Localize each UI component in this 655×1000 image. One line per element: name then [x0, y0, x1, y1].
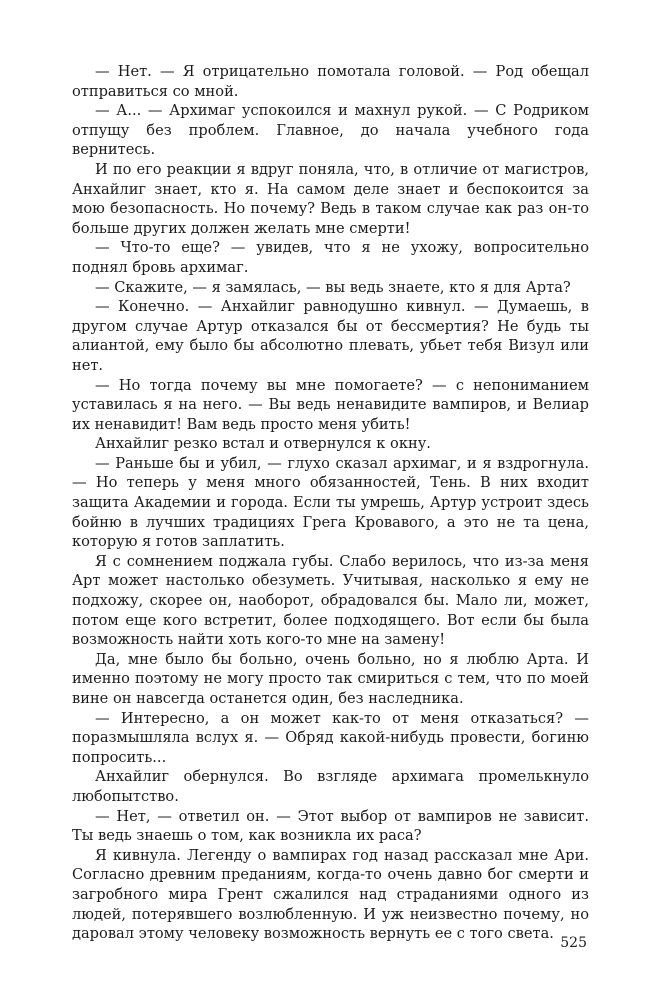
paragraph-3: И по его реакции я вдруг поняла, что, в отличие от магистров, Анхайлиг знает, кто я. На самом деле знает и беспокоится за мою безопасность. Но почему? Ведь в таком случае как раз он-то больше других должен желать мне смерти! [72, 160, 589, 237]
paragraph-10: Я с сомнением поджала губы. Слабо верилось, что из-за меня Арт может настолько обезуметь. Учитывая, насколько я ему не подхожу, скорее он, наоборот, обрадовался бы. Мало ли, может, потом еще кого встретит, более подходящего. Вот если бы была возможность найти хоть кого-то мне на замену! [72, 552, 589, 649]
paragraph-13: Анхайлиг обернулся. Во взгляде архимага промелькнуло любопытство. [72, 768, 589, 805]
paragraph-1: — Нет. — Я отрицательно помотала головой. — Род обещал отправиться со мной. [72, 63, 589, 100]
paragraph-2: — А... — Архимаг успокоился и махнул рукой. — С Родриком отпущу без проблем. Главное, до начала учебного года вернитесь. [72, 102, 589, 159]
page-body [72, 62, 589, 944]
paragraph-6: — Конечно. — Анхайлиг равнодушно кивнул. — Думаешь, в другом случае Артур отказался бы от бессмертия? Не будь ты алиантой, ему было бы абсолютно плевать, убьет тебя Визул или нет. [72, 298, 589, 374]
paragraph-11: Да, мне было бы больно, очень больно, но я люблю Арта. И именно поэтому не могу просто так смириться с тем, что по моей вине он навсегда останется один, без наследника. [72, 650, 589, 707]
paragraph-5: — Скажите, — я замялась, — вы ведь знаете, кто я для Арта? [95, 278, 571, 296]
paragraph-15: Я кивнула. Легенду о вампирах год назад рассказал мне Ари. Согласно древним преданиям, когда-то очень давно бог смерти и загробного мира Грент сжалился над страданиями одного из людей, потерявшего возлюбленную. И уж неизвестно почему, но даровал этому человеку возможность вернуть ее с того света. [72, 846, 589, 943]
paragraph-12: — Интересно, а он может как-то от меня отказаться? — поразмышляла вслух я. — Обряд какой-нибудь провести, богиню попросить... [72, 709, 589, 766]
page-number: 525 [560, 935, 587, 951]
paragraph-7: — Но тогда почему вы мне помогаете? — с непониманием уставилась я на него. — Вы ведь ненавидите вампиров, и Велиар их ненавидит! Вам ведь просто меня убить! [72, 376, 589, 433]
paragraph-9: — Раньше бы и убил, — глухо сказал архимаг, и я вздрогнула. — Но теперь у меня много обязанностей, Тень. В них входит защита Академии и города. Если ты умрешь, Артур устроит здесь бойню в лучших традициях Грега Кровавого, а это не та цена, которую я готов заплатить. [72, 454, 589, 551]
paragraph-4: — Что-то еще? — увидев, что я не ухожу, вопросительно поднял бровь архимаг. [72, 239, 589, 276]
paragraph-8: Анхайлиг резко встал и отвернулся к окну. [95, 435, 431, 453]
paragraph-14: — Нет, — ответил он. — Этот выбор от вампиров не зависит. Ты ведь знаешь о том, как возникла их раса? [72, 807, 589, 845]
